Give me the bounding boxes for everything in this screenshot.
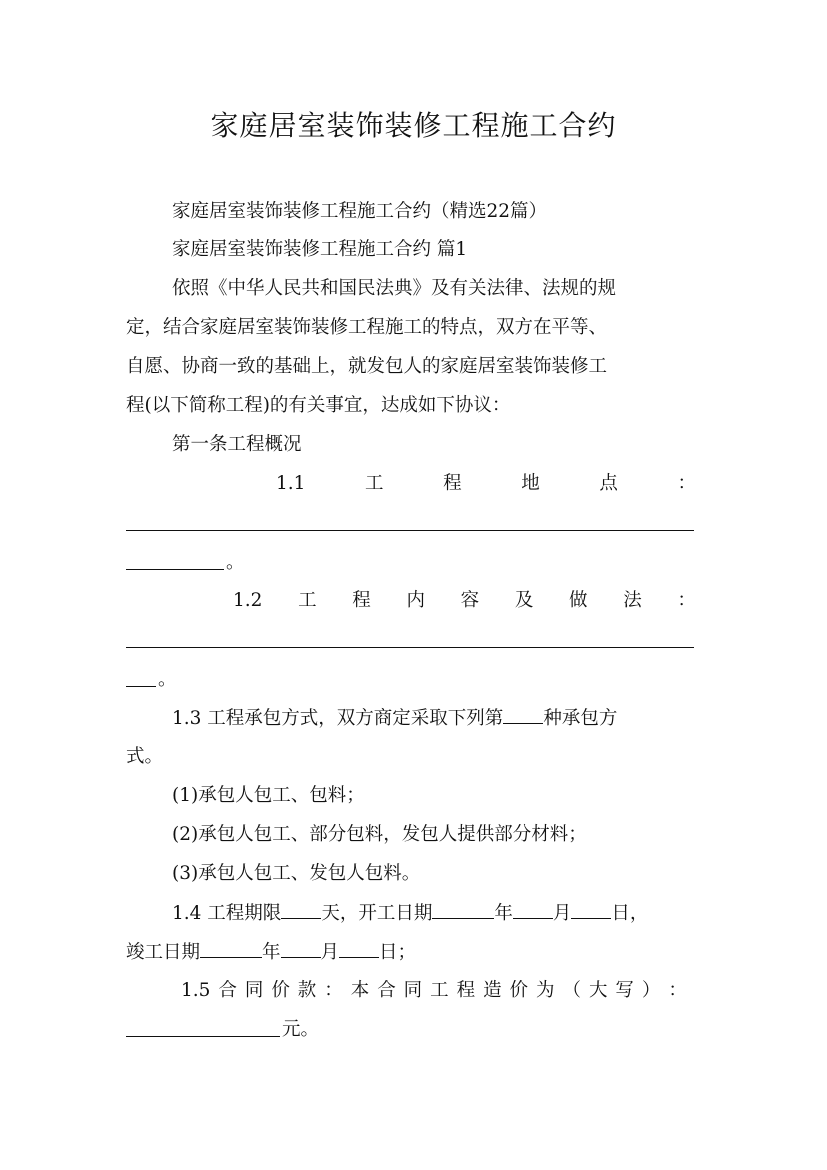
item-1-5-line-1 bbox=[181, 978, 687, 1004]
item-1-4-line-1 bbox=[172, 900, 696, 927]
item-1-2-char: 内 bbox=[406, 590, 425, 611]
item-1-4-text: 竣工日期 bbox=[126, 942, 201, 963]
item-1-5-char: ） bbox=[641, 980, 661, 1001]
item-1-1-end: 。 bbox=[226, 552, 245, 573]
item-1-5-number: 1.5 bbox=[181, 980, 211, 1001]
item-1-1-char: 程 bbox=[443, 473, 462, 494]
intro-line-4: 程(以下简称工程)的有关事宜，达成如下协议： bbox=[126, 395, 511, 416]
item-1-5-char: 为 bbox=[536, 980, 555, 1001]
intro-line-2: 定，结合家庭居室装饰装修工程施工的特点，双方在平等、 bbox=[126, 317, 608, 338]
item-1-5-char: 造 bbox=[483, 980, 502, 1001]
item-1-2-blank-line bbox=[126, 647, 694, 648]
item-1-4-text: 日； bbox=[379, 942, 417, 963]
item-1-4-text: 年 bbox=[494, 903, 513, 924]
item-1-2-blank-line bbox=[126, 686, 156, 687]
item-1-4-text: 日， bbox=[611, 903, 649, 924]
item-1-4-text: 天，开工日期 bbox=[321, 903, 433, 924]
item-1-1-number: 1.1 bbox=[276, 473, 306, 494]
item-1-2-char: 法 bbox=[623, 590, 642, 611]
end-day-blank bbox=[339, 939, 379, 958]
item-1-2-char: 工 bbox=[298, 590, 317, 611]
item-1-4-line-2 bbox=[126, 939, 696, 966]
item-1-5-char: 款 bbox=[297, 980, 317, 1001]
item-1-4-text: 月 bbox=[552, 903, 572, 924]
item-1-2-line bbox=[233, 588, 696, 614]
item-1-4-text: 1.4 工程期限 bbox=[172, 903, 282, 924]
intro-line-3: 自愿、协商一致的基础上，就发包人的家庭居室装饰装修工 bbox=[126, 356, 608, 377]
item-1-5-char: （ bbox=[562, 980, 581, 1001]
item-1-1-colon: ： bbox=[677, 473, 696, 494]
option-3: (3)承包人包工、发包人包料。 bbox=[172, 863, 421, 884]
item-1-2-char: 容 bbox=[460, 590, 480, 611]
section-title: 家庭居室装饰装修工程施工合约 篇1 bbox=[172, 239, 468, 260]
end-year-blank bbox=[200, 939, 262, 958]
days-blank bbox=[281, 900, 321, 919]
item-1-5-char: 合 bbox=[218, 980, 237, 1001]
article-1-heading: 第一条工程概况 bbox=[172, 434, 302, 455]
item-1-1-blank-line bbox=[126, 530, 694, 531]
item-1-1-char: 工 bbox=[365, 473, 384, 494]
subtitle: 家庭居室装饰装修工程施工合约（精选22篇） bbox=[172, 201, 548, 222]
item-1-3-text: 1.3 工程承包方式，双方商定采取下列第 bbox=[172, 708, 504, 729]
start-month-blank bbox=[513, 900, 553, 919]
item-1-2-end: 。 bbox=[158, 669, 177, 690]
end-month-blank bbox=[281, 939, 321, 958]
item-1-3-line-1 bbox=[172, 705, 696, 732]
item-1-3-blank bbox=[503, 705, 543, 724]
item-1-5-char: ： bbox=[324, 980, 343, 1001]
item-1-5-char: 写 bbox=[615, 980, 634, 1001]
item-1-5-char: 工 bbox=[430, 980, 449, 1001]
item-1-4-text: 年 bbox=[262, 942, 281, 963]
item-1-1-blank-line bbox=[126, 569, 224, 570]
item-1-2-char: 及 bbox=[514, 590, 534, 611]
item-1-2-colon: ： bbox=[677, 590, 696, 611]
item-1-5-char: 价 bbox=[509, 980, 529, 1001]
item-1-2-char: 做 bbox=[569, 590, 588, 611]
item-1-5-char: 同 bbox=[403, 980, 423, 1001]
intro-line-1: 依照《中华人民共和国民法典》及有关法律、法规的规 bbox=[172, 278, 617, 299]
item-1-2-number: 1.2 bbox=[233, 590, 263, 611]
item-1-5-char: 合 bbox=[377, 980, 396, 1001]
item-1-5-char: 程 bbox=[456, 980, 476, 1001]
start-day-blank bbox=[571, 900, 611, 919]
item-1-5-char: 价 bbox=[271, 980, 290, 1001]
item-1-3-line-2: 式。 bbox=[126, 746, 164, 767]
item-1-5-end: 元。 bbox=[282, 1019, 320, 1040]
start-year-blank bbox=[432, 900, 494, 919]
item-1-5-char: 本 bbox=[350, 980, 370, 1001]
price-blank-line bbox=[126, 1036, 280, 1037]
item-1-5-char: ： bbox=[668, 980, 687, 1001]
item-1-2-char: 程 bbox=[352, 590, 371, 611]
item-1-1-char: 地 bbox=[521, 473, 540, 494]
item-1-3-text: 种承包方 bbox=[543, 708, 618, 729]
option-2: (2)承包人包工、部分包料，发包人提供部分材料； bbox=[172, 824, 587, 845]
item-1-5-char: 同 bbox=[244, 980, 264, 1001]
item-1-4-text: 月 bbox=[320, 942, 340, 963]
option-1: (1)承包人包工、包料； bbox=[172, 785, 365, 806]
item-1-1-line bbox=[276, 471, 696, 497]
item-1-5-char: 大 bbox=[588, 980, 608, 1001]
document-title: 家庭居室装饰装修工程施工合约 bbox=[210, 109, 617, 142]
item-1-1-char: 点 bbox=[599, 473, 618, 494]
